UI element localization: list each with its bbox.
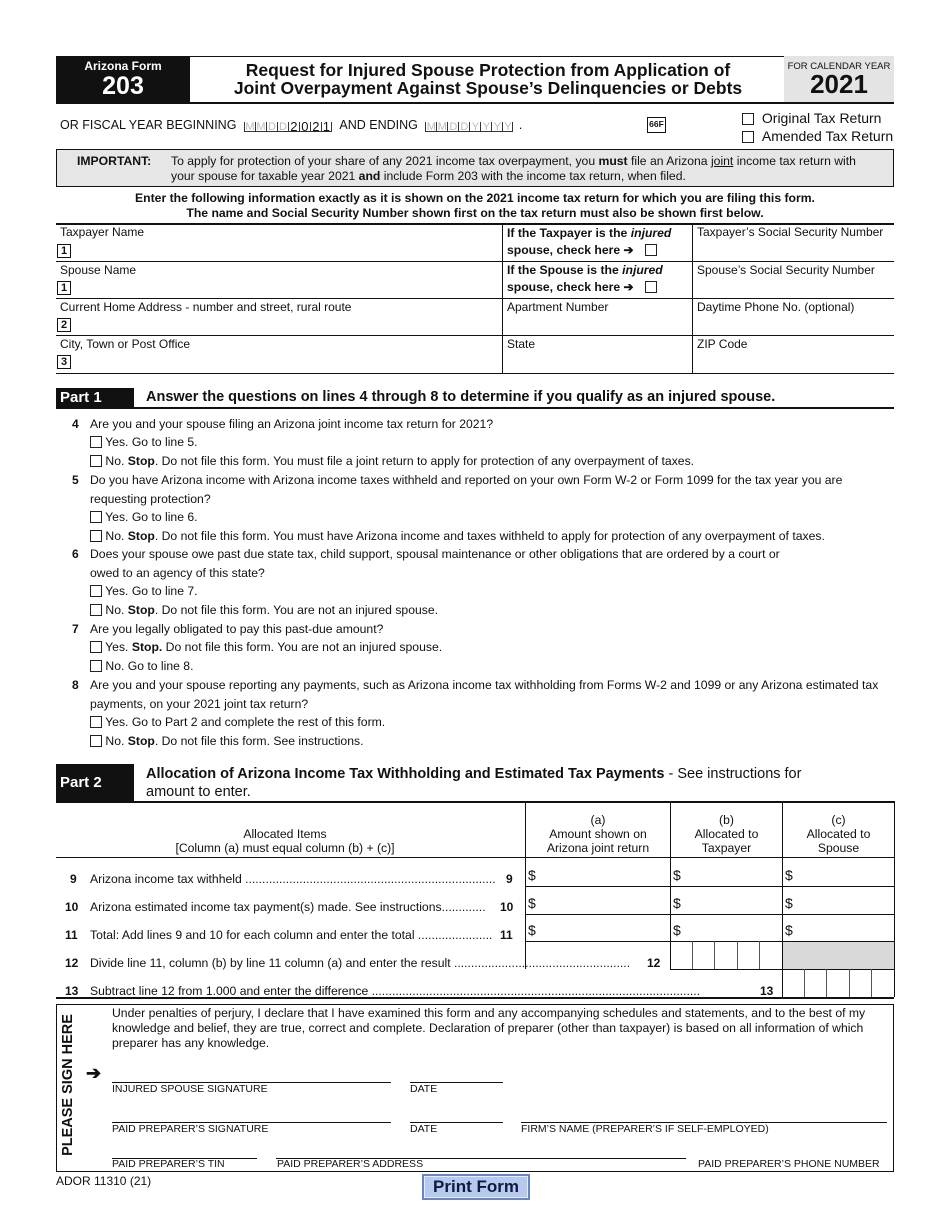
col-c-letter: (c) (831, 813, 846, 827)
col-items-line1: Allocated Items (243, 827, 327, 841)
q5-no-c: . Do not file this form. You must have Arizona income and taxes withheld to apply for protection of any overpayment of taxes. (154, 529, 825, 543)
arrow-icon: ➔ (623, 243, 634, 257)
amended-return-option[interactable] (742, 128, 893, 144)
begin-y2: 0 (299, 122, 310, 132)
zip-label: ZIP Code (697, 337, 748, 351)
line12-digit-3 (715, 941, 738, 969)
spouse-check-injured: injured (622, 263, 663, 277)
arrow-icon: ➔ (623, 280, 634, 294)
line9-c-input[interactable] (795, 860, 892, 884)
taxpayer-check-injured: injured (630, 226, 672, 240)
q5-yes-label: Yes. Go to line 6. (105, 510, 198, 524)
end-y2: Y (480, 122, 491, 132)
sign-arrow-icon: ➔ (86, 1063, 102, 1083)
preparer-address-label: PAID PREPARER’S ADDRESS (277, 1158, 424, 1170)
q6-no-checkbox[interactable] (90, 604, 102, 616)
q4-yes-label: Yes. Go to line 5. (105, 435, 198, 449)
important-text-a: To apply for protection of your share of any 2021 income tax overpayment, you (171, 154, 599, 168)
q7-no-option[interactable] (90, 658, 193, 674)
end-d1: D (447, 122, 458, 132)
q5-no-a: No. (105, 529, 128, 543)
line12-shaded-cell (783, 942, 894, 969)
line12-ref: 12 (647, 956, 661, 970)
q4-no-option[interactable] (90, 453, 694, 469)
preparer-tin-input[interactable] (112, 1138, 257, 1158)
fiscal-begin-label: OR FISCAL YEAR BEGINNING (60, 118, 237, 132)
zip-input[interactable] (696, 352, 892, 372)
preparer-signature-input[interactable] (112, 1100, 391, 1122)
part2-title-bold: Allocation of Arizona Income Tax Withholding and Estimated Tax Payments (146, 766, 665, 782)
q7-yes-c: Do not file this form. You are not an injured spouse. (162, 640, 443, 654)
line10-b-currency: $ (673, 895, 681, 911)
part2-title-line2: amount to enter. (146, 784, 251, 800)
state-label: State (507, 337, 536, 351)
q6-no-c: . Do not file this form. You are not an injured spouse. (154, 603, 439, 617)
col-c-line2: Spouse (817, 841, 860, 855)
form-code-66f: 66F (647, 117, 666, 133)
q4-number: 4 (72, 417, 79, 431)
q7-no-checkbox[interactable] (90, 660, 102, 672)
begin-m2: M (256, 121, 266, 133)
end-m1: M (426, 121, 436, 133)
q7-number: 7 (72, 622, 79, 636)
spouse-ssn-input[interactable] (696, 278, 892, 298)
line-2-marker: 2 (57, 318, 71, 332)
q5-text (90, 472, 842, 507)
taxpayer-ssn-label: Taxpayer’s Social Security Number (697, 225, 884, 239)
end-d2: D (458, 122, 469, 132)
spouse-check-text-b: spouse, check here (507, 280, 621, 294)
q5-yes-checkbox[interactable] (90, 511, 102, 523)
col-a-header (526, 813, 670, 855)
begin-d2: D (277, 122, 288, 132)
taxpayer-injured-checkbox[interactable] (645, 244, 657, 256)
q6-yes-label: Yes. Go to line 7. (105, 584, 198, 598)
q4-text: Are you and your spouse filing an Arizona joint income tax return for 2021? (90, 417, 494, 431)
preparer-phone-label: PAID PREPARER’S PHONE NUMBER (698, 1158, 880, 1170)
line12-digit-5 (760, 941, 782, 969)
line9-a-input[interactable] (538, 860, 668, 884)
line11-ref: 11 (500, 928, 513, 942)
q6-text-1: Does your spouse owe past due state tax, child support, spousal maintenance or other obligations that are ordered by a court or (90, 547, 780, 561)
end-y1: Y (469, 122, 480, 132)
firm-name-input[interactable] (521, 1100, 887, 1122)
line10-c-currency: $ (785, 895, 793, 911)
part1-title: Answer the questions on lines 4 through 8 to determine if you qualify as an injured spouse. (146, 389, 776, 405)
phone-label: Daytime Phone No. (optional) (697, 300, 855, 314)
print-form-button[interactable]: Print Form (422, 1174, 530, 1200)
apartment-input[interactable] (506, 315, 690, 335)
line11-c-input[interactable] (795, 916, 892, 940)
q6-text-2: owed to an agency of this state? (90, 566, 265, 580)
line13-ratio-input[interactable] (782, 969, 894, 997)
entry-instruction (56, 191, 894, 221)
q6-number: 6 (72, 547, 79, 561)
line10-number: 10 (65, 900, 79, 914)
line13-digit-2 (805, 969, 828, 997)
q4-no-checkbox[interactable] (90, 455, 102, 467)
form-code: ADOR 11310 (21) (56, 1174, 152, 1188)
important-and: and (358, 169, 381, 183)
part2-title-rest: - See instructions for (664, 766, 802, 782)
title-line-1: Request for Injured Spouse Protection from Application of (245, 60, 731, 80)
line10-c-input[interactable] (795, 888, 892, 912)
col-items-line2: [Column (a) must equal column (b) + (c)] (175, 841, 395, 855)
col-a-line1: Amount shown on (549, 827, 647, 841)
col-c-line1: Allocated to (806, 827, 871, 841)
calendar-label: FOR CALENDAR YEAR (787, 61, 891, 72)
spouse-injured-check (507, 262, 663, 296)
begin-d1: D (266, 122, 277, 132)
col-a-line2: Arizona joint return (546, 841, 650, 855)
line12-text: Divide line 11, column (b) by line 11 column (a) and enter the result .................................................... (90, 956, 631, 970)
line12-digit-4 (738, 941, 761, 969)
part1-tag: Part 1 (56, 388, 134, 408)
line13-digit-4 (850, 969, 873, 997)
state-input[interactable] (506, 352, 690, 372)
line11-number: 11 (65, 928, 78, 942)
line10-ref: 10 (500, 900, 514, 914)
spouse-name-input[interactable] (74, 277, 499, 297)
preparer-phone-input[interactable] (698, 1138, 888, 1158)
apartment-label: Apartment Number (507, 300, 609, 314)
q4-no-c: . Do not file this form. You must file a joint return to apply for protection of any overpayment of taxes. (154, 454, 695, 468)
q6-yes-checkbox[interactable] (90, 585, 102, 597)
part2-tag: Part 2 (56, 764, 134, 801)
col-items-header (90, 827, 480, 855)
form-number: 203 (102, 72, 144, 100)
q8-no-stop: Stop (127, 734, 155, 748)
q6-yes-option[interactable] (90, 583, 198, 599)
line13-digit-3 (827, 969, 850, 997)
end-y4: Y (504, 121, 512, 133)
line9-text: Arizona income tax withheld .......................................................................... (90, 872, 496, 886)
amended-return-checkbox[interactable] (742, 131, 754, 143)
q4-no-a: No. (105, 454, 128, 468)
taxpayer-name-label: Taxpayer Name (60, 225, 145, 239)
injured-signature-label: INJURED SPOUSE SIGNATURE (112, 1083, 268, 1095)
line12-ratio-input[interactable] (670, 941, 782, 969)
q6-text (90, 546, 780, 581)
city-label: City, Town or Post Office (60, 337, 191, 351)
begin-y4: 1 (322, 119, 331, 134)
line13-text: Subtract line 12 from 1.000 and enter the difference ................................................................................................. (90, 984, 701, 998)
q7-yes-option[interactable] (90, 639, 442, 655)
taxpayer-check-text-a: If the Taxpayer is the (507, 226, 631, 240)
important-label: IMPORTANT: (77, 154, 152, 168)
taxpayer-injured-check (507, 225, 671, 259)
line11-c-currency: $ (785, 922, 793, 938)
line-3-marker: 3 (57, 355, 71, 369)
amended-return-label: Amended Tax Return (761, 128, 894, 144)
q8-no-a: No. (105, 734, 128, 748)
fiscal-end-label: AND ENDING (339, 118, 418, 132)
calendar-year-box (784, 56, 894, 102)
spouse-name-label: Spouse Name (60, 263, 137, 277)
line11-a-input[interactable] (538, 916, 668, 940)
important-text-b: file an Arizona (627, 154, 711, 168)
q5-text-1: Do you have Arizona income with Arizona income taxes withheld and reported on your own Form W-2 or Form 1099 for the tax year you are (90, 473, 843, 487)
city-input[interactable] (74, 352, 499, 372)
end-y3: Y (491, 122, 502, 132)
spouse-ssn-label: Spouse’s Social Security Number (697, 263, 875, 277)
col-b-header (671, 813, 782, 855)
important-must: must (598, 154, 628, 168)
line-1-marker: 1 (57, 244, 71, 258)
calendar-year: 2021 (810, 69, 868, 99)
q7-yes-checkbox[interactable] (90, 641, 102, 653)
q5-no-checkbox[interactable] (90, 530, 102, 542)
line11-b-input[interactable] (683, 916, 780, 940)
q7-yes-a: Yes. (105, 640, 132, 654)
important-line2-a: your spouse for taxable year 2021 (171, 169, 359, 183)
firm-name-label: FIRM’S NAME (PREPARER’S IF SELF-EMPLOYED) (521, 1123, 769, 1135)
taxpayer-check-text-b: spouse, check here (507, 243, 621, 257)
please-sign-here-label: PLEASE SIGN HERE (60, 1014, 76, 1156)
fiscal-end-input[interactable] (425, 118, 513, 132)
q5-number: 5 (72, 473, 79, 487)
preparer-tin-label: PAID PREPARER’S TIN (112, 1158, 225, 1170)
q8-no-c: . Do not file this form. See instructions. (154, 734, 364, 748)
part2-title (146, 765, 801, 801)
q6-no-stop: Stop (127, 603, 155, 617)
spouse-check-text-a: If the Spouse is the (507, 263, 623, 277)
line9-ref: 9 (506, 872, 513, 886)
q8-no-option[interactable] (90, 733, 363, 749)
col-b-letter: (b) (719, 813, 734, 827)
preparer-signature-label: PAID PREPARER’S SIGNATURE (112, 1123, 269, 1135)
address-input[interactable] (74, 314, 499, 334)
phone-input[interactable] (696, 315, 892, 335)
col-c-header (783, 813, 894, 855)
line9-number: 9 (70, 872, 77, 886)
q6-no-a: No. (105, 603, 128, 617)
taxpayer-name-input[interactable] (74, 240, 499, 260)
form-label: Arizona Form (84, 59, 162, 73)
line9-a-currency: $ (528, 867, 536, 883)
preparer-address-input[interactable] (276, 1138, 686, 1158)
line13-digit-5 (872, 969, 894, 997)
title-line-2: Joint Overpayment Against Spouse’s Delinquencies or Debts (233, 78, 743, 98)
q7-no-label: No. Go to line 8. (105, 659, 194, 673)
q8-yes-checkbox[interactable] (90, 716, 102, 728)
line10-b-input[interactable] (683, 888, 780, 912)
instruction-line-2: The name and Social Security Number shown first on the tax return must also be shown first below. (186, 206, 764, 220)
q4-no-stop: Stop (127, 454, 155, 468)
q8-text (90, 677, 878, 712)
perjury-declaration: Under penalties of perjury, I declare that I have examined this form and any accompanying schedules and statements, and to the best of my knowledge and belief, they are true, correct and complete. Declaration of preparer (other than taxpayer) is based on all information of which preparer has any knowledge. (112, 1006, 866, 1050)
q5-text-2: requesting protection? (90, 492, 211, 506)
important-text-c: income tax return with (733, 154, 856, 168)
begin-y1: 2 (288, 122, 299, 132)
col-a-letter: (a) (590, 813, 606, 827)
address-label: Current Home Address - number and street, rural route (60, 300, 352, 314)
preparer-date-label: DATE (410, 1123, 438, 1135)
original-return-option[interactable] (742, 110, 881, 126)
line10-a-input[interactable] (538, 888, 668, 912)
important-line2-b: include Form 203 with the income tax return, when filed. (380, 169, 686, 183)
col-b-line1: Allocated to (694, 827, 759, 841)
line11-text: Total: Add lines 9 and 10 for each column and enter the total ...................... (90, 928, 493, 942)
line11-a-currency: $ (528, 922, 536, 938)
line13-number: 13 (65, 984, 79, 998)
q5-yes-option[interactable] (90, 509, 198, 525)
taxpayer-ssn-input[interactable] (696, 240, 892, 260)
q8-number: 8 (72, 678, 79, 692)
preparer-date-input[interactable] (410, 1100, 503, 1122)
q8-no-checkbox[interactable] (90, 735, 102, 747)
important-joint: joint (710, 154, 734, 168)
injured-date-label: DATE (410, 1083, 438, 1095)
line12-digit-1 (670, 941, 693, 969)
q4-yes-checkbox[interactable] (90, 436, 102, 448)
q4-yes-option[interactable] (90, 434, 198, 450)
line10-a-currency: $ (528, 895, 536, 911)
q8-yes-option[interactable] (90, 714, 385, 730)
line12-number: 12 (65, 956, 79, 970)
line10-text: Arizona estimated income tax payment(s) made. See instructions............. (90, 900, 486, 914)
spouse-injured-checkbox[interactable] (645, 281, 657, 293)
line13-ref: 13 (760, 984, 774, 998)
q7-yes-stop: Stop. (131, 640, 163, 654)
line13-digit-1 (782, 969, 805, 997)
original-return-label: Original Tax Return (761, 110, 882, 126)
q5-no-stop: Stop (127, 529, 155, 543)
fiscal-year-row: OR FISCAL YEAR BEGINNING M M D D 2 0 2 1 AND ENDING M M D D Y Y Y Y . (60, 118, 523, 134)
q5-no-option[interactable] (90, 528, 825, 544)
q7-text: Are you legally obligated to pay this past-due amount? (90, 622, 384, 636)
important-notice (56, 149, 894, 187)
end-m2: M (437, 121, 447, 133)
injured-date-input[interactable] (410, 1060, 503, 1082)
form-title (190, 61, 786, 97)
line9-c-currency: $ (785, 867, 793, 883)
begin-m1: M (245, 121, 255, 133)
line-1b-marker: 1 (57, 281, 71, 295)
fiscal-begin-input[interactable] (244, 118, 332, 132)
q8-text-1: Are you and your spouse reporting any payments, such as Arizona income tax withholding from Forms W-2 and 1099 or any Arizona estimated tax (90, 678, 879, 692)
q8-yes-label: Yes. Go to Part 2 and complete the rest of this form. (105, 715, 386, 729)
line11-b-currency: $ (673, 922, 681, 938)
line12-digit-2 (693, 941, 716, 969)
instruction-line-1: Enter the following information exactly as it is shown on the 2021 income tax return for which you are filing this form. (135, 191, 815, 205)
q8-text-2: payments, on your 2021 joint tax return? (90, 697, 309, 711)
line9-b-currency: $ (673, 867, 681, 883)
form-id-box (56, 56, 190, 102)
original-return-checkbox[interactable] (742, 113, 754, 125)
q6-no-option[interactable] (90, 602, 438, 618)
line9-b-input[interactable] (683, 860, 780, 884)
injured-signature-input[interactable] (112, 1060, 391, 1082)
begin-y3: 2 (310, 122, 321, 132)
col-b-line2: Taxpayer (701, 841, 752, 855)
